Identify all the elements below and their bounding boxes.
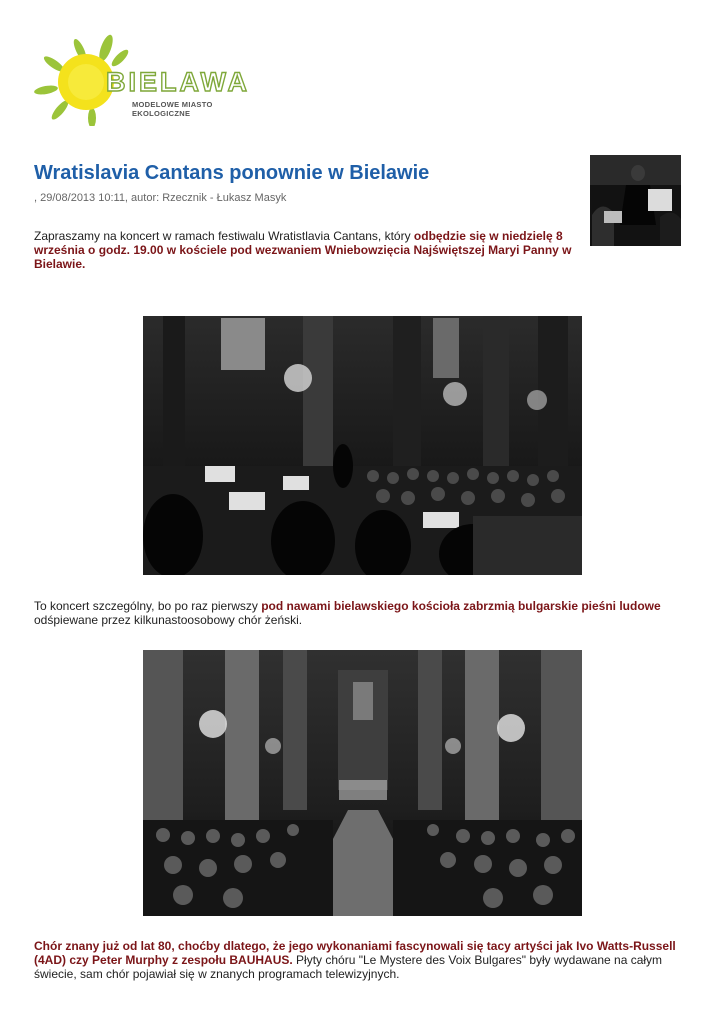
intro-plain-text: Zapraszamy na koncert w ramach festiwalu Wratistlavia Cantans, który: [34, 229, 414, 243]
p3-bold-text: Chór znany już od lat 80, choćby dlatego, że jego wykonaniami fascynowali się tacy artyści jak Ivo Watts-Russell (4AD) czy Peter Murphy z zespołu BAUHAUS.: [34, 939, 676, 967]
p2-bold-text: pod nawami bielawskiego kościoła zabrzmią bulgarskie pieśni ludowe: [261, 599, 661, 613]
intro-bold-text: odbędzie się w niedzielę 8 września o godz. 19.00 w kościele pod wezwaniem Wniebowzięcia Najświętszej Maryi Panny w Bielawie.: [34, 229, 572, 271]
p2-plain-before: To koncert szczególny, bo po raz pierwszy: [34, 599, 262, 613]
article-title[interactable]: Wratislavia Cantans ponownie w Bielawie: [34, 162, 430, 184]
p3-plain-text: Płyty chóru "Le Mystere des Voix Bulgares" były wydawane na całym świecie, sam chór pojawiał się w znanych programach telewizyjnych.: [34, 953, 663, 981]
intro-paragraph: [34, 229, 584, 271]
thumbnail-image[interactable]: [590, 155, 681, 246]
bielawa-logo[interactable]: [34, 34, 254, 126]
p2-plain-after: odśpiewane przez kilkunastoosobowy chór żeński.: [34, 613, 303, 627]
choir-history-paragraph: [34, 939, 684, 981]
concert-description-paragraph: [34, 599, 684, 627]
logo-wordmark: BIELAWA: [106, 67, 251, 97]
article-meta: , 29/08/2013 10:11, autor: Rzecznik - Łukasz Masyk: [34, 192, 287, 204]
logo-tagline: MODELOWE MIASTO EKOLOGICZNE: [132, 100, 213, 118]
concert-photo-orchestra: [143, 316, 582, 575]
concert-photo-nave: [143, 650, 582, 916]
